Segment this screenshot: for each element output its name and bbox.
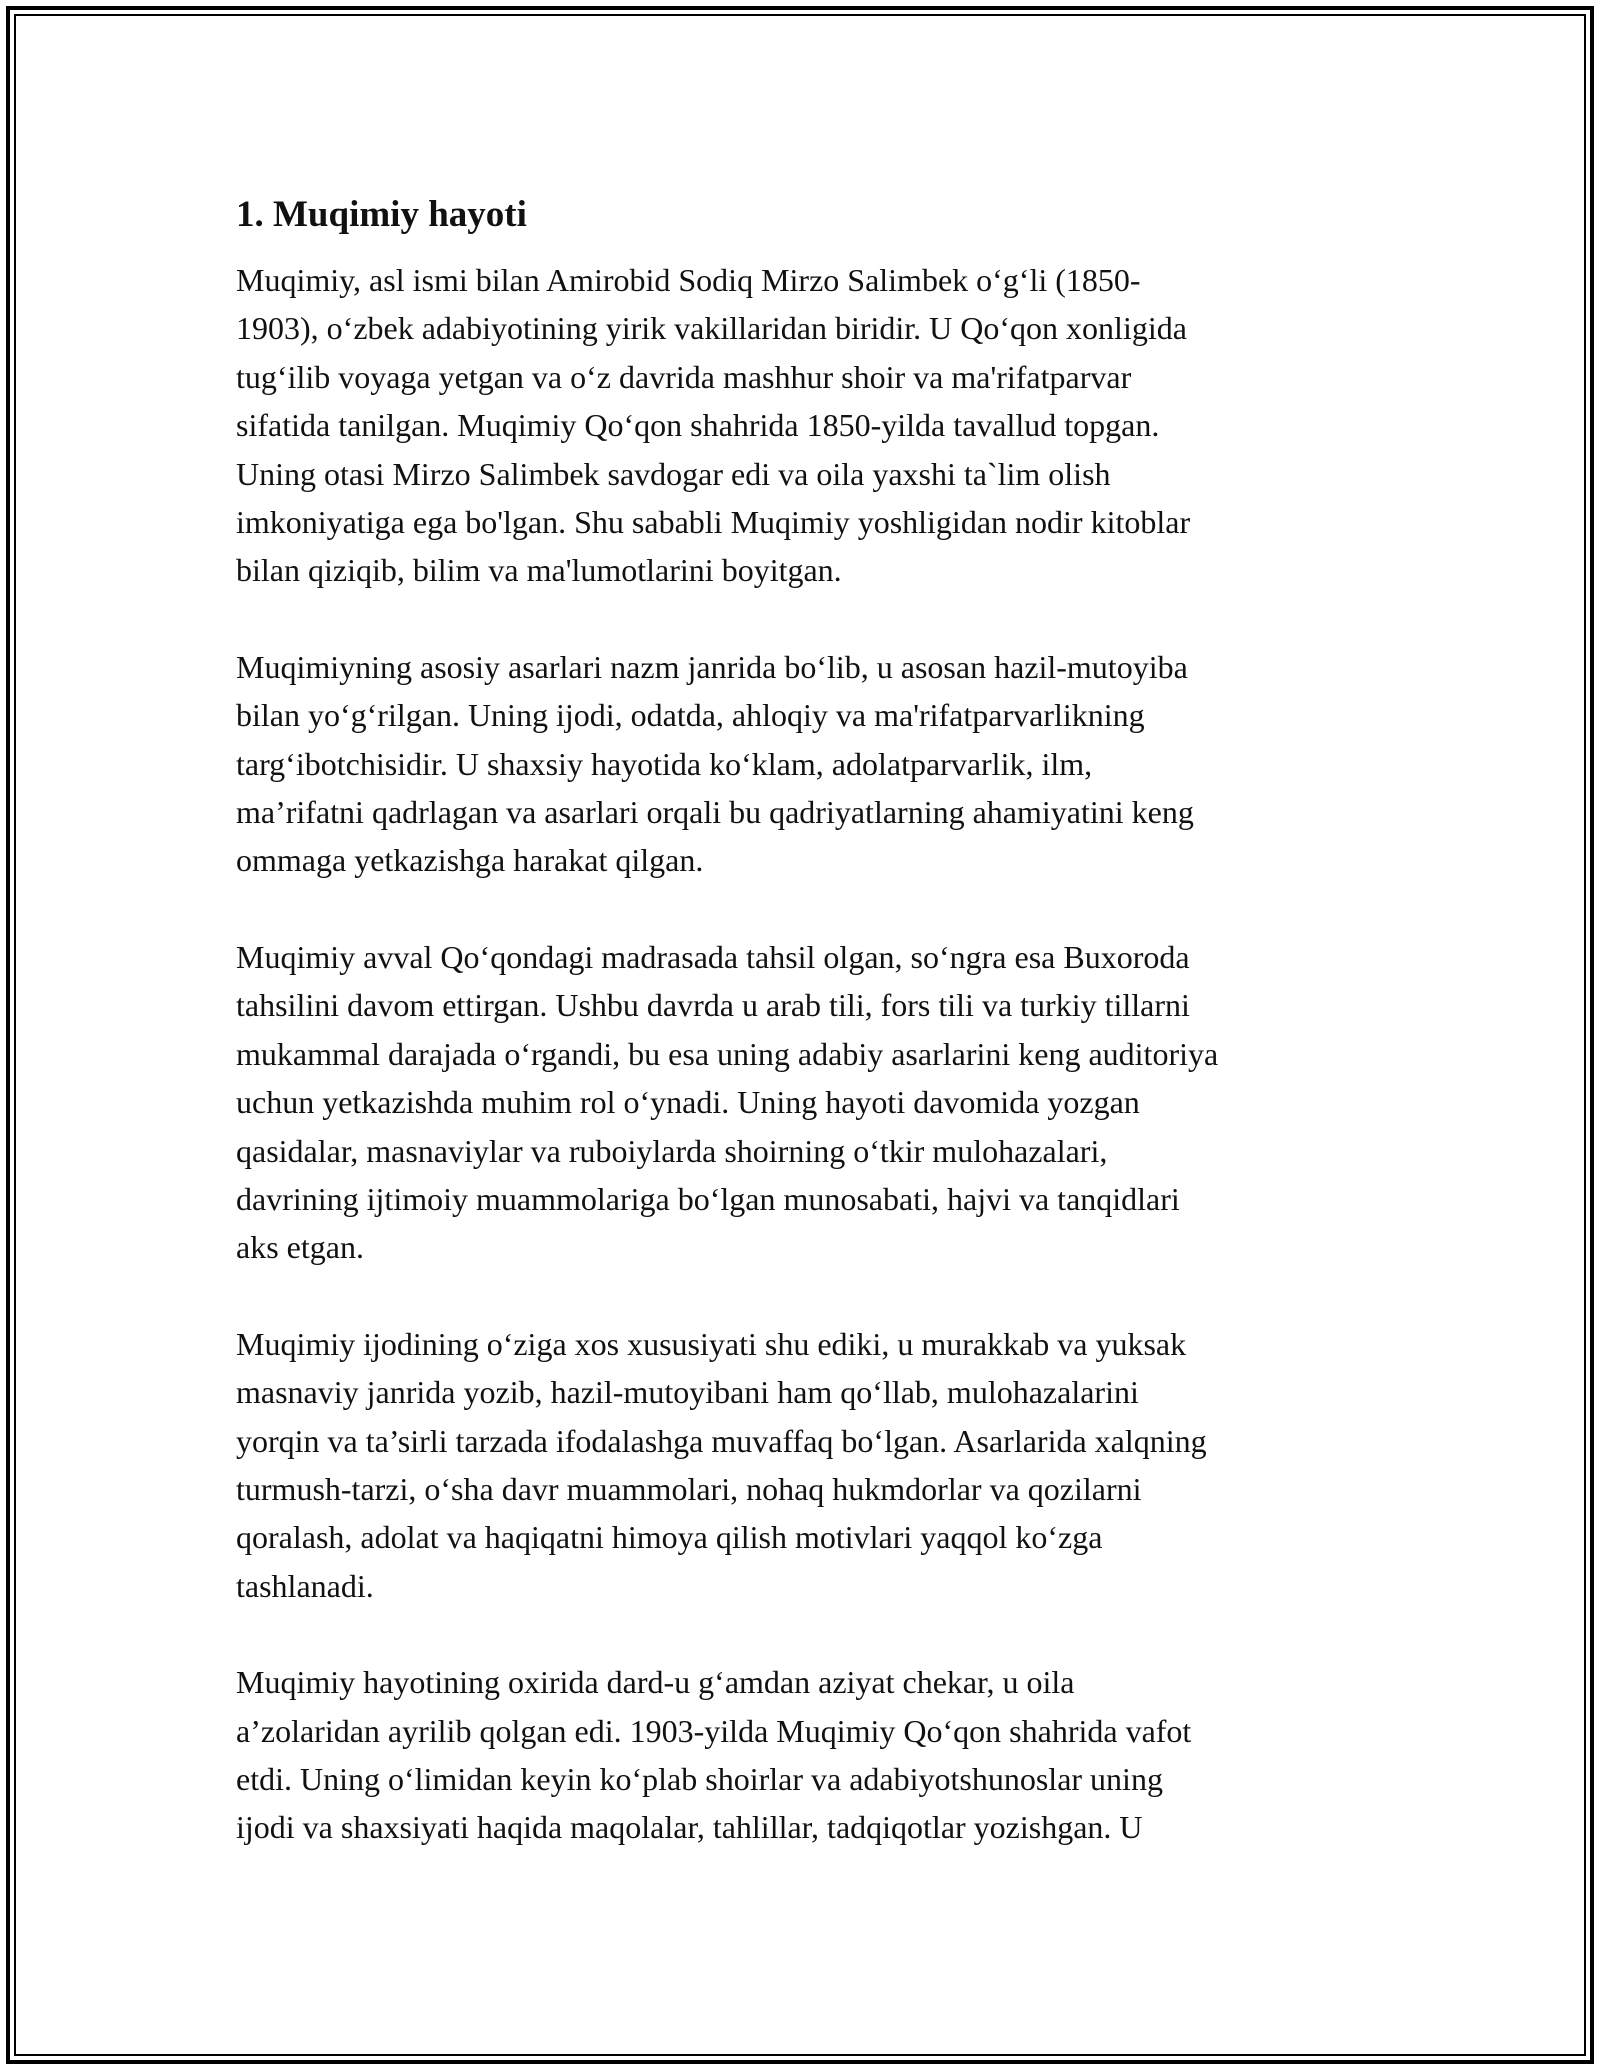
paragraph-5: Muqimiy hayotining oxirida dard-u g‘amdan aziyat chekar, u oila a’zolaridan ayrilib qolgan edi. 1903-yilda Muqimiy Qo‘qon shahrida vafot etdi. Uning o‘limidan keyin ko‘plab shoirlar va adabiyotshunoslar uning ijodi va shaxsiyati haqida maqolalar, tahlillar, tadqiqotlar yozishgan. U — [236, 1664, 1192, 1846]
paragraph-2: Muqimiyning asosiy asarlari nazm janrida bo‘lib, u asosan hazil-mutoyiba bilan yo‘g‘rilgan. Uning ijodi, odatda, ahloqiy va ma'rifatparvarlikning targ‘ibotchisidir. U shaxsiy hayotida ko‘klam, adolatparvarlik, ilm, ma’rifatni qadrlagan va asarlari orqali bu qadriyatlarning ahamiyatini keng ommaga yetkazishga harakat qilgan. — [236, 648, 1194, 879]
paragraph-4: Muqimiy ijodining o‘ziga xos xususiyati shu ediki, u murakkab va yuksak masnaviy janrida yozib, hazil-mutoyibani ham qo‘llab, mulohazalarini yorqin va ta’sirli tarzada ifodalashga muvaffaq bo‘lgan. Asarlarida xalqning turmush-tarzi, o‘sha davr muammolari, nohaq hukmdorlar va qozilarni qoralash, adolat va haqiqatni himoya qilish motivlari yaqqol ko‘zga tashlanadi. — [236, 1325, 1207, 1604]
paragraph-3: Muqimiy avval Qo‘qondagi madrasada tahsil olgan, so‘ngra esa Buxoroda tahsilini davom ettirgan. Ushbu davrda u arab tili, fors tili va turkiy tillarni mukammal darajada o‘rgandi, bu esa uning adabiy asarlarini keng auditoriya uchun yetkazishda muhim rol o‘ynadi. Uning hayoti davomida yozgan qasidalar, masnaviylar va ruboiylarda shoirning o‘tkir mulohazalari, davrining ijtimoiy muammolariga bo‘lgan munosabati, hajvi va tanqidlari aks etgan. — [236, 938, 1219, 1266]
section-heading: 1. Muqimiy hayoti — [236, 194, 527, 235]
paragraph-1: Muqimiy, asl ismi bilan Amirobid Sodiq Mirzo Salimbek o‘g‘li (1850- 1903), o‘zbek adabiyotining yirik vakillaridan biridir. U Qo‘qon xonligida tug‘ilib voyaga yetgan va o‘z davrida mashhur shoir va ma'rifatparvar sifatida tanilgan. Muqimiy Qo‘qon shahrida 1850-yilda tavallud topgan. Uning otasi Mirzo Salimbek savdogar edi va oila yaxshi ta`lim olish imkoniyatiga ega bo'lgan. Shu sababli Muqimiy yoshligidan nodir kitoblar bilan qiziqib, bilim va ma'lumotlarini boyitgan. — [236, 262, 1191, 589]
document-body — [236, 188, 1376, 1900]
